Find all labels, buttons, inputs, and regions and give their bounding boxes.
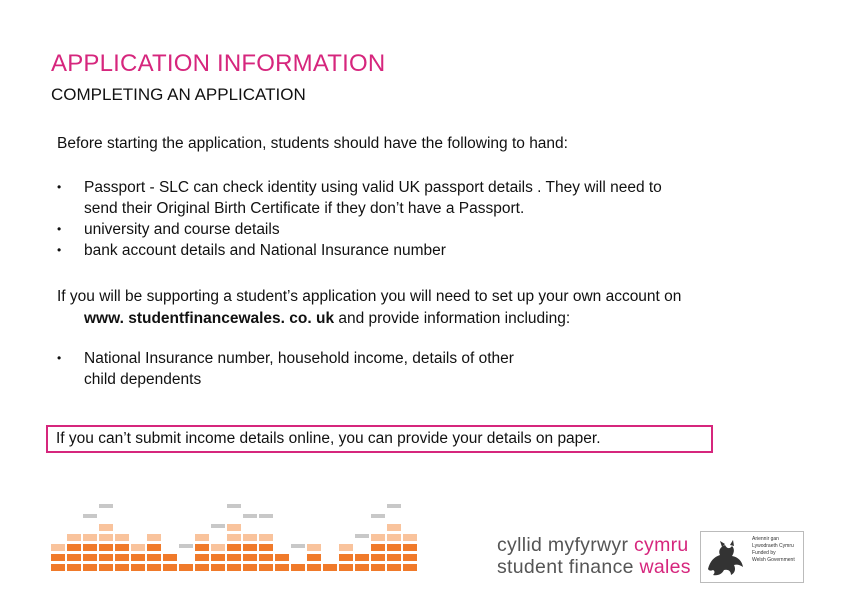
bar-block <box>99 554 113 561</box>
bar-cap <box>355 534 369 538</box>
bar-cap <box>371 514 385 518</box>
bar-block <box>291 564 305 571</box>
bar-block <box>51 564 65 571</box>
bar-block <box>339 564 353 571</box>
bar-cap <box>83 514 97 518</box>
bar-block <box>259 554 273 561</box>
intro-text: Before starting the application, students should have the following to hand: <box>57 135 568 152</box>
bar-block-light <box>387 524 401 531</box>
list-item-text: bank account details and National Insurance number <box>84 242 446 259</box>
bar-block <box>99 564 113 571</box>
list-item-text: National Insurance number, household income, details of other <box>84 350 514 367</box>
bar-block <box>387 564 401 571</box>
bar-cap <box>179 544 193 548</box>
bar-block-light <box>403 534 417 541</box>
bar-block-light <box>227 534 241 541</box>
bar-block <box>275 564 289 571</box>
list-item <box>57 348 797 390</box>
bar-cap <box>387 504 401 508</box>
logo-text-welsh: cyllid myfyrwyr <box>497 534 634 556</box>
bar-block <box>195 564 209 571</box>
bar-block <box>147 544 161 551</box>
bar-block <box>67 564 81 571</box>
welsh-government-text <box>752 536 804 564</box>
bar-block-light <box>307 544 321 551</box>
bar-block-light <box>147 534 161 541</box>
bullet-icon: • <box>57 180 62 194</box>
bar-block-light <box>371 534 385 541</box>
bar-block <box>243 544 257 551</box>
bar-block <box>403 544 417 551</box>
list-item <box>57 219 797 240</box>
list-item <box>57 177 797 219</box>
logo-accent-welsh: cymru <box>633 534 689 556</box>
bar-block <box>195 554 209 561</box>
bar-block-light <box>115 534 129 541</box>
bar-block-light <box>99 524 113 531</box>
bar-block <box>195 544 209 551</box>
bar-block <box>83 544 97 551</box>
bar-block-light <box>195 534 209 541</box>
list-item-text: university and course details <box>84 221 280 238</box>
bar-block <box>323 564 337 571</box>
bar-block <box>355 554 369 561</box>
bar-block <box>115 564 129 571</box>
bar-block-light <box>227 524 241 531</box>
bar-block <box>131 564 145 571</box>
bar-block <box>115 544 129 551</box>
bar-block <box>371 554 385 561</box>
bar-block <box>307 564 321 571</box>
bar-block-light <box>387 534 401 541</box>
list-item-text: Passport - SLC can check identity using valid UK passport details . They will need to <box>84 179 662 196</box>
bar-block <box>403 554 417 561</box>
bar-cap <box>243 514 257 518</box>
bar-block <box>211 554 225 561</box>
bar-block <box>147 564 161 571</box>
list-item-text: child dependents <box>84 371 202 388</box>
bar-cap <box>227 504 241 508</box>
bar-block <box>83 554 97 561</box>
bar-block <box>179 564 193 571</box>
list-item-text: send their Original Birth Certificate if they don’t have a Passport. <box>84 200 525 217</box>
bar-block <box>163 554 177 561</box>
bar-block-light <box>339 544 353 551</box>
bar-block <box>99 544 113 551</box>
bar-block <box>243 554 257 561</box>
bar-block-light <box>243 534 257 541</box>
bar-block <box>163 564 177 571</box>
bar-block <box>211 564 225 571</box>
bar-block <box>339 554 353 561</box>
bar-block <box>147 554 161 561</box>
bar-cap <box>99 504 113 508</box>
gov-text-line: Ariennir gan <box>752 536 779 542</box>
logo-accent-english: wales <box>639 556 691 578</box>
bullet-icon: • <box>57 222 62 236</box>
bar-cap <box>259 514 273 518</box>
dragon-icon <box>708 540 743 575</box>
bar-block <box>307 554 321 561</box>
bar-block <box>67 544 81 551</box>
bar-block <box>83 564 97 571</box>
bar-block <box>355 564 369 571</box>
bar-block <box>259 544 273 551</box>
logo-text-english: student finance <box>497 556 640 578</box>
student-finance-wales-logo <box>497 534 691 578</box>
supporter-text: If you will be supporting a student’s application you will need to set up your own account on <box>57 288 682 305</box>
bar-block <box>131 554 145 561</box>
bar-block <box>371 564 385 571</box>
supporter-paragraph <box>57 286 797 330</box>
bar-block <box>67 554 81 561</box>
bullet-icon: • <box>57 243 62 257</box>
bar-block <box>371 544 385 551</box>
bar-block <box>259 564 273 571</box>
bar-block <box>387 554 401 561</box>
gov-text-line: Welsh Government <box>752 557 795 563</box>
supporter-text-cont: and provide information including: <box>334 310 571 327</box>
page-title: APPLICATION INFORMATION <box>51 50 386 77</box>
bar-block <box>115 554 129 561</box>
bar-cap <box>211 524 225 528</box>
bar-block <box>243 564 257 571</box>
bar-block <box>403 564 417 571</box>
list-item <box>57 240 797 261</box>
paper-note: If you can’t submit income details online, you can provide your details on paper. <box>56 430 601 447</box>
website-link[interactable]: www. studentfinancewales. co. uk <box>84 310 335 327</box>
bar-block-light <box>211 544 225 551</box>
bar-block-light <box>259 534 273 541</box>
bar-block <box>275 554 289 561</box>
gov-text-line: Lywodraeth Cymru <box>752 543 794 549</box>
bullet-icon: • <box>57 351 62 365</box>
gov-text-line: Funded by <box>752 550 776 556</box>
bar-block-light <box>99 534 113 541</box>
bar-block-light <box>83 534 97 541</box>
bar-block <box>51 554 65 561</box>
bar-block <box>227 544 241 551</box>
bar-block <box>227 554 241 561</box>
bar-cap <box>291 544 305 548</box>
page-subtitle: COMPLETING AN APPLICATION <box>51 85 306 104</box>
bar-block-light <box>51 544 65 551</box>
bar-block <box>387 544 401 551</box>
bar-block-light <box>131 544 145 551</box>
checklist <box>57 177 797 261</box>
bar-block-light <box>67 534 81 541</box>
bar-block <box>227 564 241 571</box>
supporter-checklist <box>57 348 797 390</box>
